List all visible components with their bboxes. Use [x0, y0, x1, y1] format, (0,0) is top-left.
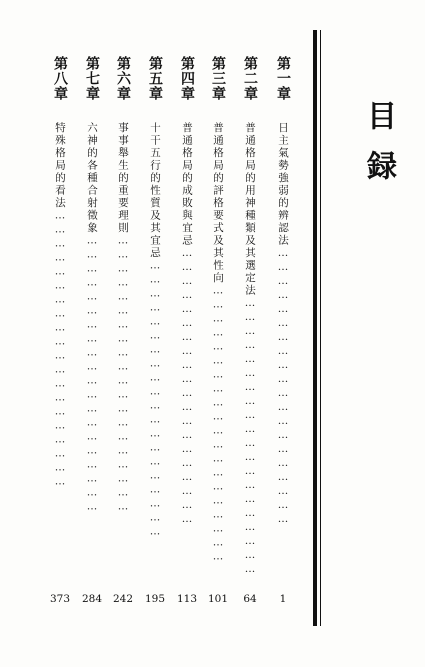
toc-heading: 目録 — [361, 100, 396, 200]
chapter-title: 十干五行的性質及其宜忌…………………………………………………… — [149, 122, 161, 540]
chapter-label: 第一章 — [275, 56, 291, 101]
page-number: 101 — [207, 593, 229, 605]
chapter-title: 事事舉生的重要理則…………………………………………………… — [117, 122, 129, 515]
chapter-title: 普通格局的用神種類及其選定法…………………………………………………… — [244, 122, 256, 577]
chapter-label: 第五章 — [147, 56, 163, 101]
page-number: 64 — [243, 593, 257, 605]
chapter-title: 普通格局的成敗與宜忌…………………………………………………… — [181, 122, 193, 527]
chapter-title: 普通格局的評格要式及其性向…………………………………………………… — [212, 122, 224, 565]
page-number: 113 — [176, 593, 198, 605]
chapter-label: 第八章 — [52, 56, 68, 101]
chapter-title: 六神的各種合射徵象…………………………………………………… — [86, 122, 98, 515]
chapter-label: 第三章 — [210, 56, 226, 101]
page-number: 284 — [81, 593, 103, 605]
chapter-label: 第四章 — [179, 56, 195, 101]
chapter-title: 特殊格局的看法…………………………………………………… — [54, 122, 66, 490]
page-number: 195 — [144, 593, 166, 605]
chapter-label: 第七章 — [84, 56, 100, 101]
heading-divider-thin — [320, 30, 321, 626]
page-number: 1 — [279, 593, 287, 605]
chapter-label: 第六章 — [115, 56, 131, 101]
page-number: 373 — [49, 593, 71, 605]
page-number: 242 — [112, 593, 134, 605]
chapter-label: 第二章 — [242, 56, 258, 101]
chapter-title: 日主氣勢強弱的辨認法…………………………………………………… — [277, 122, 289, 527]
heading-divider-thick — [313, 30, 317, 626]
